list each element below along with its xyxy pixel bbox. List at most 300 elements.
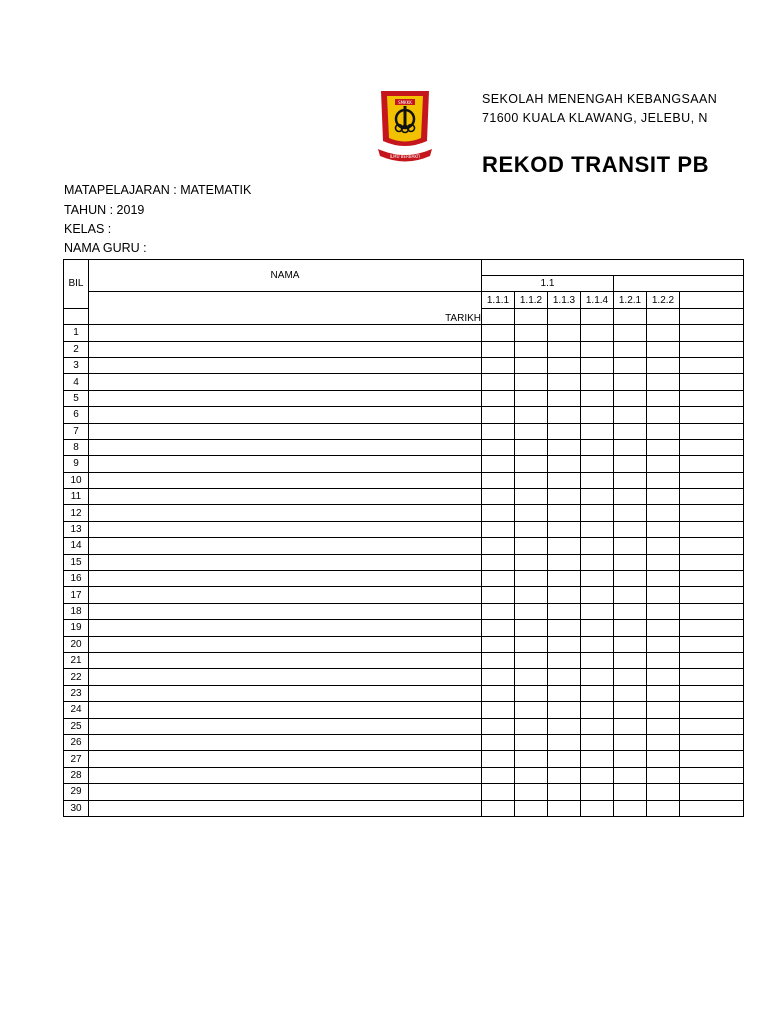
score-cell[interactable] (680, 489, 744, 505)
score-cell[interactable] (548, 751, 581, 767)
student-name-cell[interactable] (89, 439, 482, 455)
class-label: KELAS : (64, 222, 112, 236)
table-row (64, 407, 744, 423)
score-cell[interactable] (482, 554, 515, 570)
score-cell[interactable] (515, 669, 548, 685)
score-cell[interactable] (614, 521, 647, 537)
score-cell[interactable] (515, 751, 548, 767)
score-cell[interactable] (680, 341, 744, 357)
score-cell[interactable] (647, 505, 680, 521)
student-name-cell[interactable] (89, 620, 482, 636)
score-cell[interactable] (647, 489, 680, 505)
score-cell[interactable] (548, 423, 581, 439)
table-row (64, 620, 744, 636)
score-cell[interactable] (482, 423, 515, 439)
score-cell[interactable] (548, 620, 581, 636)
score-cell[interactable] (680, 357, 744, 373)
score-cell[interactable] (482, 734, 515, 750)
score-cell[interactable] (647, 784, 680, 800)
student-name-cell[interactable] (89, 652, 482, 668)
score-cell[interactable] (548, 603, 581, 619)
score-cell[interactable] (548, 734, 581, 750)
sub-header: 1.1.4 (581, 292, 614, 308)
score-cell[interactable] (548, 800, 581, 816)
student-name-cell[interactable] (89, 472, 482, 488)
score-cell[interactable] (548, 374, 581, 390)
score-cell[interactable] (680, 571, 744, 587)
student-name-cell[interactable] (89, 800, 482, 816)
score-cell[interactable] (515, 767, 548, 783)
score-cell[interactable] (614, 407, 647, 423)
student-name-cell[interactable] (89, 751, 482, 767)
score-cell[interactable] (482, 702, 515, 718)
score-cell[interactable] (647, 734, 680, 750)
score-cell[interactable] (548, 341, 581, 357)
student-name-cell[interactable] (89, 587, 482, 603)
score-cell[interactable] (548, 636, 581, 652)
score-cell[interactable] (581, 587, 614, 603)
score-cell[interactable] (647, 538, 680, 554)
table-row (64, 767, 744, 783)
score-cell[interactable] (581, 341, 614, 357)
student-name-cell[interactable] (89, 521, 482, 537)
row-number: 25 (64, 718, 89, 734)
table-row (64, 669, 744, 685)
student-name-cell[interactable] (89, 702, 482, 718)
student-name-cell[interactable] (89, 456, 482, 472)
score-cell[interactable] (515, 472, 548, 488)
row-number: 11 (64, 489, 89, 505)
student-name-cell[interactable] (89, 685, 482, 701)
score-cell[interactable] (614, 423, 647, 439)
score-cell[interactable] (581, 554, 614, 570)
score-cell[interactable] (548, 784, 581, 800)
score-cell[interactable] (614, 636, 647, 652)
score-cell[interactable] (515, 357, 548, 373)
score-cell[interactable] (515, 423, 548, 439)
score-cell[interactable] (647, 439, 680, 455)
student-name-cell[interactable] (89, 734, 482, 750)
table-row (64, 489, 744, 505)
score-cell[interactable] (548, 669, 581, 685)
score-cell[interactable] (680, 620, 744, 636)
score-cell[interactable] (515, 325, 548, 341)
score-cell[interactable] (515, 685, 548, 701)
score-cell[interactable] (515, 374, 548, 390)
score-cell[interactable] (581, 734, 614, 750)
row-number: 16 (64, 571, 89, 587)
table-row (64, 538, 744, 554)
score-cell[interactable] (680, 767, 744, 783)
student-name-cell[interactable] (89, 357, 482, 373)
score-cell[interactable] (482, 685, 515, 701)
score-cell[interactable] (614, 734, 647, 750)
student-name-cell[interactable] (89, 423, 482, 439)
score-cell[interactable] (482, 718, 515, 734)
score-cell[interactable] (482, 800, 515, 816)
score-cell[interactable] (581, 505, 614, 521)
score-cell[interactable] (548, 439, 581, 455)
score-cell[interactable] (680, 423, 744, 439)
row-number: 10 (64, 472, 89, 488)
student-name-cell[interactable] (89, 784, 482, 800)
row-number: 14 (64, 538, 89, 554)
score-cell[interactable] (614, 784, 647, 800)
score-cell[interactable] (581, 357, 614, 373)
score-cell[interactable] (614, 472, 647, 488)
score-cell[interactable] (581, 472, 614, 488)
col-bil-header: BIL (64, 260, 89, 309)
score-cell[interactable] (515, 489, 548, 505)
score-cell[interactable] (647, 407, 680, 423)
table-row (64, 472, 744, 488)
score-cell[interactable] (581, 636, 614, 652)
score-cell[interactable] (581, 439, 614, 455)
score-cell[interactable] (515, 407, 548, 423)
table-row (64, 374, 744, 390)
score-cell[interactable] (647, 652, 680, 668)
score-cell[interactable] (515, 456, 548, 472)
score-cell[interactable] (680, 439, 744, 455)
score-cell[interactable] (581, 423, 614, 439)
score-cell[interactable] (515, 784, 548, 800)
score-cell[interactable] (548, 325, 581, 341)
score-cell[interactable] (614, 767, 647, 783)
crest-motto-text: ILMU BERBAKTI (389, 154, 421, 159)
score-cell[interactable] (581, 374, 614, 390)
row-number: 4 (64, 374, 89, 390)
score-cell[interactable] (515, 390, 548, 406)
score-cell[interactable] (647, 669, 680, 685)
school-address: 71600 KUALA KLAWANG, JELEBU, N (482, 111, 708, 125)
row-number: 7 (64, 423, 89, 439)
score-cell[interactable] (680, 325, 744, 341)
score-cell[interactable] (680, 751, 744, 767)
score-cell[interactable] (680, 636, 744, 652)
row-number: 5 (64, 390, 89, 406)
student-name-cell[interactable] (89, 538, 482, 554)
record-table (63, 259, 744, 817)
table-row (64, 784, 744, 800)
score-cell[interactable] (680, 538, 744, 554)
row-number: 17 (64, 587, 89, 603)
score-cell[interactable] (515, 587, 548, 603)
student-name-cell[interactable] (89, 571, 482, 587)
score-cell[interactable] (614, 538, 647, 554)
table-row (64, 325, 744, 341)
row-number: 13 (64, 521, 89, 537)
score-cell[interactable] (581, 685, 614, 701)
score-cell[interactable] (614, 505, 647, 521)
year-label: TAHUN : 2019 (64, 203, 145, 217)
score-cell[interactable] (614, 374, 647, 390)
score-cell[interactable] (515, 538, 548, 554)
score-cell[interactable] (515, 734, 548, 750)
score-cell[interactable] (614, 718, 647, 734)
score-cell[interactable] (680, 456, 744, 472)
table-row (64, 587, 744, 603)
score-cell[interactable] (548, 685, 581, 701)
score-cell[interactable] (614, 620, 647, 636)
score-cell[interactable] (482, 505, 515, 521)
score-cell[interactable] (614, 685, 647, 701)
score-cell[interactable] (647, 767, 680, 783)
score-cell[interactable] (482, 472, 515, 488)
date-cell[interactable] (647, 308, 680, 324)
score-cell[interactable] (581, 538, 614, 554)
row-number: 15 (64, 554, 89, 570)
table-row (64, 439, 744, 455)
score-cell[interactable] (515, 620, 548, 636)
score-cell[interactable] (515, 636, 548, 652)
score-cell[interactable] (614, 587, 647, 603)
score-cell[interactable] (581, 718, 614, 734)
score-cell[interactable] (614, 456, 647, 472)
score-cell[interactable] (548, 407, 581, 423)
score-cell[interactable] (647, 685, 680, 701)
teacher-label: NAMA GURU : (64, 241, 147, 255)
score-cell[interactable] (482, 571, 515, 587)
score-cell[interactable] (680, 472, 744, 488)
score-cell[interactable] (482, 538, 515, 554)
score-cell[interactable] (647, 374, 680, 390)
score-cell[interactable] (647, 571, 680, 587)
score-cell[interactable] (515, 800, 548, 816)
score-cell[interactable] (680, 784, 744, 800)
score-cell[interactable] (581, 800, 614, 816)
score-cell[interactable] (548, 357, 581, 373)
sub-header: 1.1.3 (548, 292, 581, 308)
score-cell[interactable] (614, 554, 647, 570)
table-row (64, 554, 744, 570)
score-cell[interactable] (482, 390, 515, 406)
sub-header (680, 292, 744, 308)
date-cell[interactable] (680, 308, 744, 324)
row-number: 23 (64, 685, 89, 701)
score-cell[interactable] (647, 620, 680, 636)
score-cell[interactable] (548, 489, 581, 505)
score-cell[interactable] (680, 702, 744, 718)
score-cell[interactable] (548, 456, 581, 472)
score-cell[interactable] (614, 603, 647, 619)
student-name-cell[interactable] (89, 505, 482, 521)
score-cell[interactable] (581, 767, 614, 783)
date-cell[interactable] (581, 308, 614, 324)
student-name-cell[interactable] (89, 390, 482, 406)
score-cell[interactable] (581, 390, 614, 406)
table-row (64, 636, 744, 652)
score-cell[interactable] (581, 407, 614, 423)
score-cell[interactable] (515, 571, 548, 587)
score-cell[interactable] (581, 784, 614, 800)
score-cell[interactable] (680, 718, 744, 734)
student-name-cell[interactable] (89, 718, 482, 734)
score-cell[interactable] (680, 554, 744, 570)
score-cell[interactable] (548, 718, 581, 734)
score-cell[interactable] (680, 603, 744, 619)
score-cell[interactable] (515, 603, 548, 619)
score-cell[interactable] (482, 751, 515, 767)
student-name-cell[interactable] (89, 669, 482, 685)
table-row (64, 800, 744, 816)
score-cell[interactable] (482, 587, 515, 603)
score-cell[interactable] (614, 325, 647, 341)
row-number: 9 (64, 456, 89, 472)
score-cell[interactable] (482, 407, 515, 423)
score-cell[interactable] (581, 603, 614, 619)
date-cell[interactable] (515, 308, 548, 324)
score-cell[interactable] (581, 571, 614, 587)
score-cell[interactable] (680, 374, 744, 390)
score-cell[interactable] (581, 325, 614, 341)
page-title: REKOD TRANSIT PB (482, 152, 710, 177)
score-cell[interactable] (647, 390, 680, 406)
table-row (64, 603, 744, 619)
score-cell[interactable] (482, 652, 515, 668)
score-cell[interactable] (581, 702, 614, 718)
student-name-cell[interactable] (89, 554, 482, 570)
score-cell[interactable] (581, 456, 614, 472)
score-cell[interactable] (482, 439, 515, 455)
score-cell[interactable] (548, 571, 581, 587)
score-cell[interactable] (482, 521, 515, 537)
score-cell[interactable] (680, 800, 744, 816)
score-cell[interactable] (680, 734, 744, 750)
score-cell[interactable] (680, 587, 744, 603)
score-cell[interactable] (680, 390, 744, 406)
score-cell[interactable] (515, 505, 548, 521)
date-cell[interactable] (482, 308, 515, 324)
score-cell[interactable] (548, 505, 581, 521)
group-header-next (614, 276, 744, 292)
score-cell[interactable] (647, 751, 680, 767)
score-cell[interactable] (515, 439, 548, 455)
score-cell[interactable] (515, 652, 548, 668)
score-cell[interactable] (581, 620, 614, 636)
score-cell[interactable] (548, 472, 581, 488)
student-name-cell[interactable] (89, 636, 482, 652)
score-cell[interactable] (614, 390, 647, 406)
row-number: 27 (64, 751, 89, 767)
student-name-cell[interactable] (89, 489, 482, 505)
score-cell[interactable] (647, 341, 680, 357)
score-cell[interactable] (581, 751, 614, 767)
score-cell[interactable] (482, 620, 515, 636)
score-cell[interactable] (548, 702, 581, 718)
score-cell[interactable] (647, 472, 680, 488)
table-row (64, 505, 744, 521)
score-cell[interactable] (482, 325, 515, 341)
score-cell[interactable] (482, 669, 515, 685)
score-cell[interactable] (614, 702, 647, 718)
student-name-cell[interactable] (89, 341, 482, 357)
score-cell[interactable] (515, 702, 548, 718)
student-name-cell[interactable] (89, 767, 482, 783)
score-cell[interactable] (614, 652, 647, 668)
date-cell[interactable] (614, 308, 647, 324)
score-cell[interactable] (548, 767, 581, 783)
score-cell[interactable] (647, 702, 680, 718)
score-cell[interactable] (680, 685, 744, 701)
score-cell[interactable] (614, 489, 647, 505)
score-cell[interactable] (515, 554, 548, 570)
score-cell[interactable] (548, 587, 581, 603)
score-cell[interactable] (614, 439, 647, 455)
score-cell[interactable] (680, 521, 744, 537)
score-cell[interactable] (482, 784, 515, 800)
score-cell[interactable] (581, 489, 614, 505)
score-cell[interactable] (647, 423, 680, 439)
group-header-1-1: 1.1 (482, 276, 614, 292)
score-cell[interactable] (482, 489, 515, 505)
score-cell[interactable] (680, 407, 744, 423)
score-cell[interactable] (515, 718, 548, 734)
score-cell[interactable] (482, 341, 515, 357)
score-cell[interactable] (482, 603, 515, 619)
score-cell[interactable] (647, 718, 680, 734)
score-cell[interactable] (680, 652, 744, 668)
score-cell[interactable] (647, 587, 680, 603)
student-name-cell[interactable] (89, 407, 482, 423)
score-cell[interactable] (548, 538, 581, 554)
student-name-cell[interactable] (89, 603, 482, 619)
score-cell[interactable] (515, 521, 548, 537)
score-cell[interactable] (548, 652, 581, 668)
student-name-cell[interactable] (89, 325, 482, 341)
score-cell[interactable] (614, 751, 647, 767)
date-cell[interactable] (548, 308, 581, 324)
score-cell[interactable] (614, 571, 647, 587)
score-cell[interactable] (548, 554, 581, 570)
table-row (64, 456, 744, 472)
score-cell[interactable] (647, 325, 680, 341)
group-top-spacer (482, 260, 744, 276)
row-number: 12 (64, 505, 89, 521)
score-cell[interactable] (548, 390, 581, 406)
score-cell[interactable] (614, 341, 647, 357)
student-name-cell[interactable] (89, 374, 482, 390)
score-cell[interactable] (614, 357, 647, 373)
row-number: 28 (64, 767, 89, 783)
score-cell[interactable] (647, 636, 680, 652)
table-row (64, 734, 744, 750)
score-cell[interactable] (482, 456, 515, 472)
score-cell[interactable] (647, 357, 680, 373)
score-cell[interactable] (614, 669, 647, 685)
score-cell[interactable] (647, 800, 680, 816)
tarikh-bil-cell (64, 308, 89, 324)
score-cell[interactable] (581, 652, 614, 668)
score-cell[interactable] (515, 341, 548, 357)
score-cell[interactable] (581, 669, 614, 685)
sub-header: 1.1.1 (482, 292, 515, 308)
score-cell[interactable] (647, 456, 680, 472)
score-cell[interactable] (680, 669, 744, 685)
score-cell[interactable] (680, 505, 744, 521)
score-cell[interactable] (647, 603, 680, 619)
score-cell[interactable] (482, 767, 515, 783)
score-cell[interactable] (482, 636, 515, 652)
score-cell[interactable] (482, 357, 515, 373)
score-cell[interactable] (581, 521, 614, 537)
score-cell[interactable] (482, 374, 515, 390)
score-cell[interactable] (614, 800, 647, 816)
table-row (64, 702, 744, 718)
score-cell[interactable] (647, 521, 680, 537)
sub-header: 1.2.1 (614, 292, 647, 308)
score-cell[interactable] (647, 554, 680, 570)
score-cell[interactable] (548, 521, 581, 537)
